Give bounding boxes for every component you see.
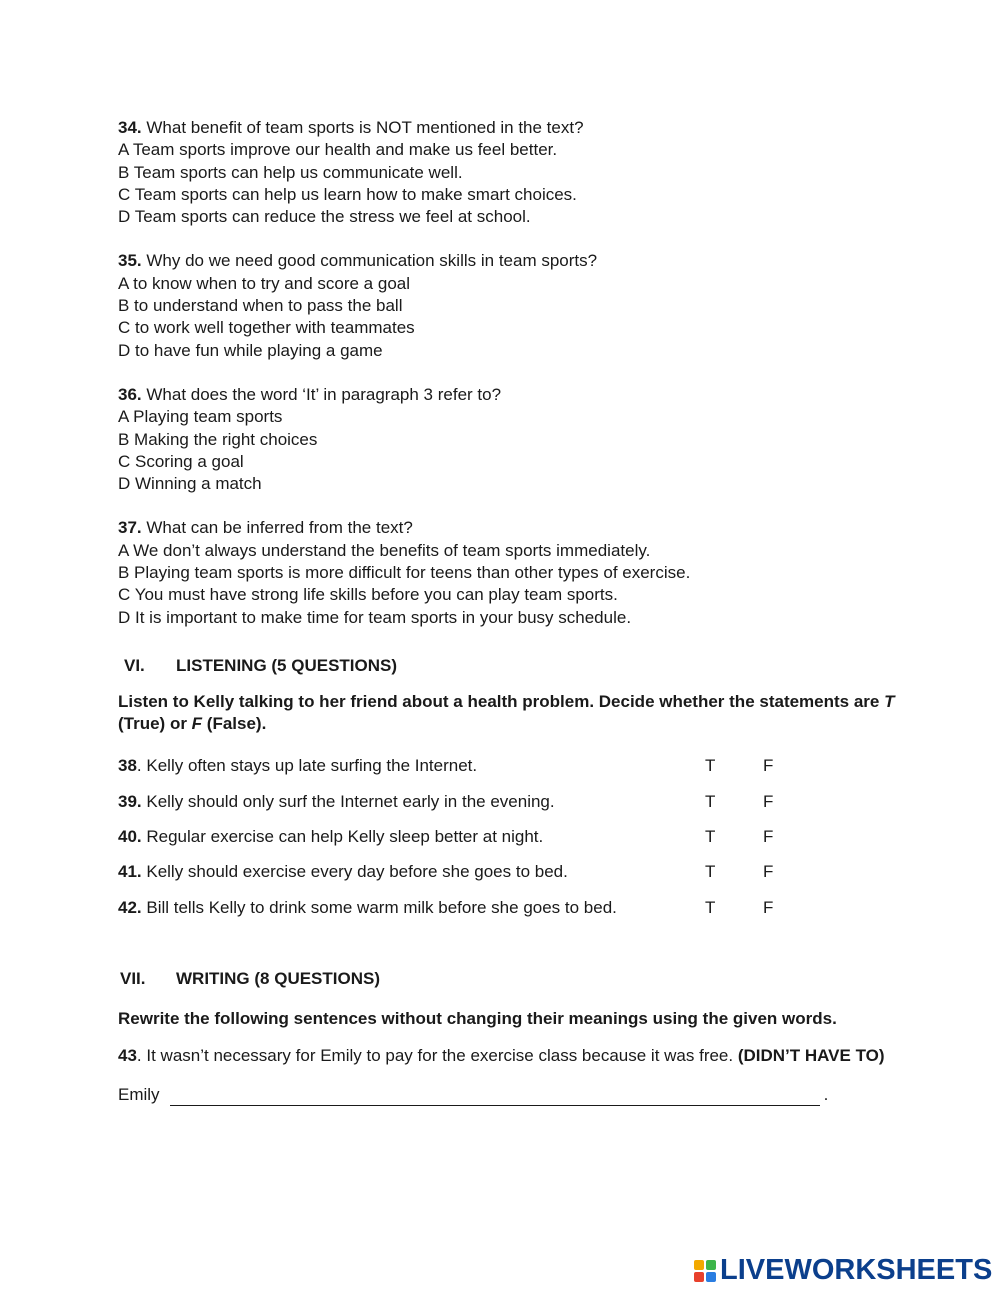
true-false-list	[118, 749, 898, 926]
item-text: . Kelly often stays up late surfing the Internet.	[136, 756, 478, 776]
item-number: 39.	[118, 791, 142, 811]
true-option[interactable]: T	[705, 756, 716, 776]
question-text: . It wasn’t necessary for Emily to pay for the exercise class because it was free.	[136, 1046, 738, 1066]
item-text: Regular exercise can help Kelly sleep better at night.	[141, 827, 544, 846]
section-title: WRITING (8 QUESTIONS)	[176, 969, 380, 989]
tf-item-40	[118, 819, 898, 854]
instr-text: Listen to Kelly talking to her friend about a health problem. Decide whether the statements are	[118, 691, 885, 711]
section-number: VII.	[120, 969, 146, 989]
listening-instructions	[118, 691, 898, 736]
false-option[interactable]: F	[763, 897, 774, 917]
question-number: 43	[118, 1046, 137, 1066]
tf-item-38	[118, 749, 898, 784]
option-c: C Scoring a goal	[118, 451, 244, 471]
false-option[interactable]: F	[763, 862, 774, 882]
option-b: B Team sports can help us communicate well.	[118, 162, 463, 182]
true-option[interactable]: T	[705, 791, 716, 811]
question-text: What does the word ‘It’ in paragraph 3 refer to?	[141, 384, 502, 404]
answer-line-row	[118, 1084, 898, 1106]
liveworksheets-logo	[694, 1254, 992, 1287]
true-option[interactable]: T	[705, 862, 716, 882]
logo-blocks-icon	[694, 1260, 716, 1282]
logo-block	[706, 1272, 716, 1282]
question-36	[118, 384, 898, 495]
question-text: What can be inferred from the text?	[141, 518, 413, 538]
option-d: D Team sports can reduce the stress we feel at school.	[118, 207, 531, 227]
writing-instructions: Rewrite the following sentences without changing their meanings using the given words.	[118, 1009, 837, 1029]
option-b: B Making the right choices	[118, 429, 318, 449]
item-text: Bill tells Kelly to drink some warm milk before she goes to bed.	[141, 897, 617, 917]
question-number: 35.	[118, 251, 142, 271]
option-a: A to know when to try and score a goal	[118, 273, 411, 293]
answer-prefix: Emily	[118, 1084, 160, 1104]
logo-block	[706, 1260, 716, 1270]
option-c: C Team sports can help us learn how to make smart choices.	[118, 184, 577, 204]
option-b: B to understand when to pass the ball	[118, 296, 403, 316]
question-number: 37.	[118, 518, 142, 538]
option-c: C You must have strong life skills before you can play team sports.	[118, 585, 618, 605]
option-d: D Winning a match	[118, 474, 262, 494]
logo-block	[694, 1260, 704, 1270]
item-text: Kelly should exercise every day before she goes to bed.	[141, 862, 568, 882]
option-d: D It is important to make time for team sports in your busy schedule.	[118, 607, 632, 627]
item-number: 38	[118, 756, 137, 776]
option-b: B Playing team sports is more difficult for teens than other types of exercise.	[118, 563, 691, 583]
section-number: VI.	[124, 655, 145, 675]
true-option[interactable]: T	[705, 897, 716, 917]
question-text: Why do we need good communication skills in team sports?	[141, 251, 598, 271]
answer-input-line[interactable]	[170, 1089, 820, 1106]
item-number: 41.	[118, 862, 142, 882]
item-number: 40.	[118, 827, 142, 846]
instr-false-letter: F	[191, 714, 203, 734]
question-37	[118, 517, 898, 628]
tf-item-39	[118, 784, 898, 819]
option-a: A Team sports improve our health and make us feel better.	[118, 140, 558, 160]
false-option[interactable]: F	[763, 827, 774, 846]
option-d: D to have fun while playing a game	[118, 340, 383, 360]
option-c: C to work well together with teammates	[118, 318, 415, 338]
true-option[interactable]: T	[705, 827, 716, 846]
given-words: (DIDN’T HAVE TO)	[737, 1046, 885, 1066]
item-text: Kelly should only surf the Internet early in the evening.	[141, 791, 555, 811]
false-option[interactable]: F	[763, 756, 774, 776]
question-34	[118, 117, 898, 228]
worksheet-page	[118, 117, 898, 1106]
question-43	[118, 1045, 898, 1067]
option-a: A We don’t always understand the benefits of team sports immediately.	[118, 540, 651, 560]
item-number: 42.	[118, 897, 142, 917]
logo-block	[694, 1272, 704, 1282]
question-number: 34.	[118, 118, 142, 137]
option-a: A Playing team sports	[118, 407, 283, 427]
section-heading-listening	[118, 655, 898, 677]
answer-suffix: .	[823, 1084, 829, 1104]
section-title: LISTENING (5 QUESTIONS)	[176, 655, 398, 675]
logo-text: LIVEWORKSHEETS	[720, 1254, 993, 1286]
question-text: What benefit of team sports is NOT mentioned in the text?	[141, 118, 584, 137]
question-number: 36.	[118, 384, 142, 404]
question-35	[118, 250, 898, 361]
instr-text: (False).	[202, 714, 267, 734]
instr-true-letter: T	[884, 691, 895, 711]
section-heading-writing	[118, 968, 898, 990]
tf-item-42	[118, 890, 898, 925]
instr-text: (True) or	[118, 714, 192, 734]
tf-item-41	[118, 855, 898, 890]
false-option[interactable]: F	[763, 791, 774, 811]
